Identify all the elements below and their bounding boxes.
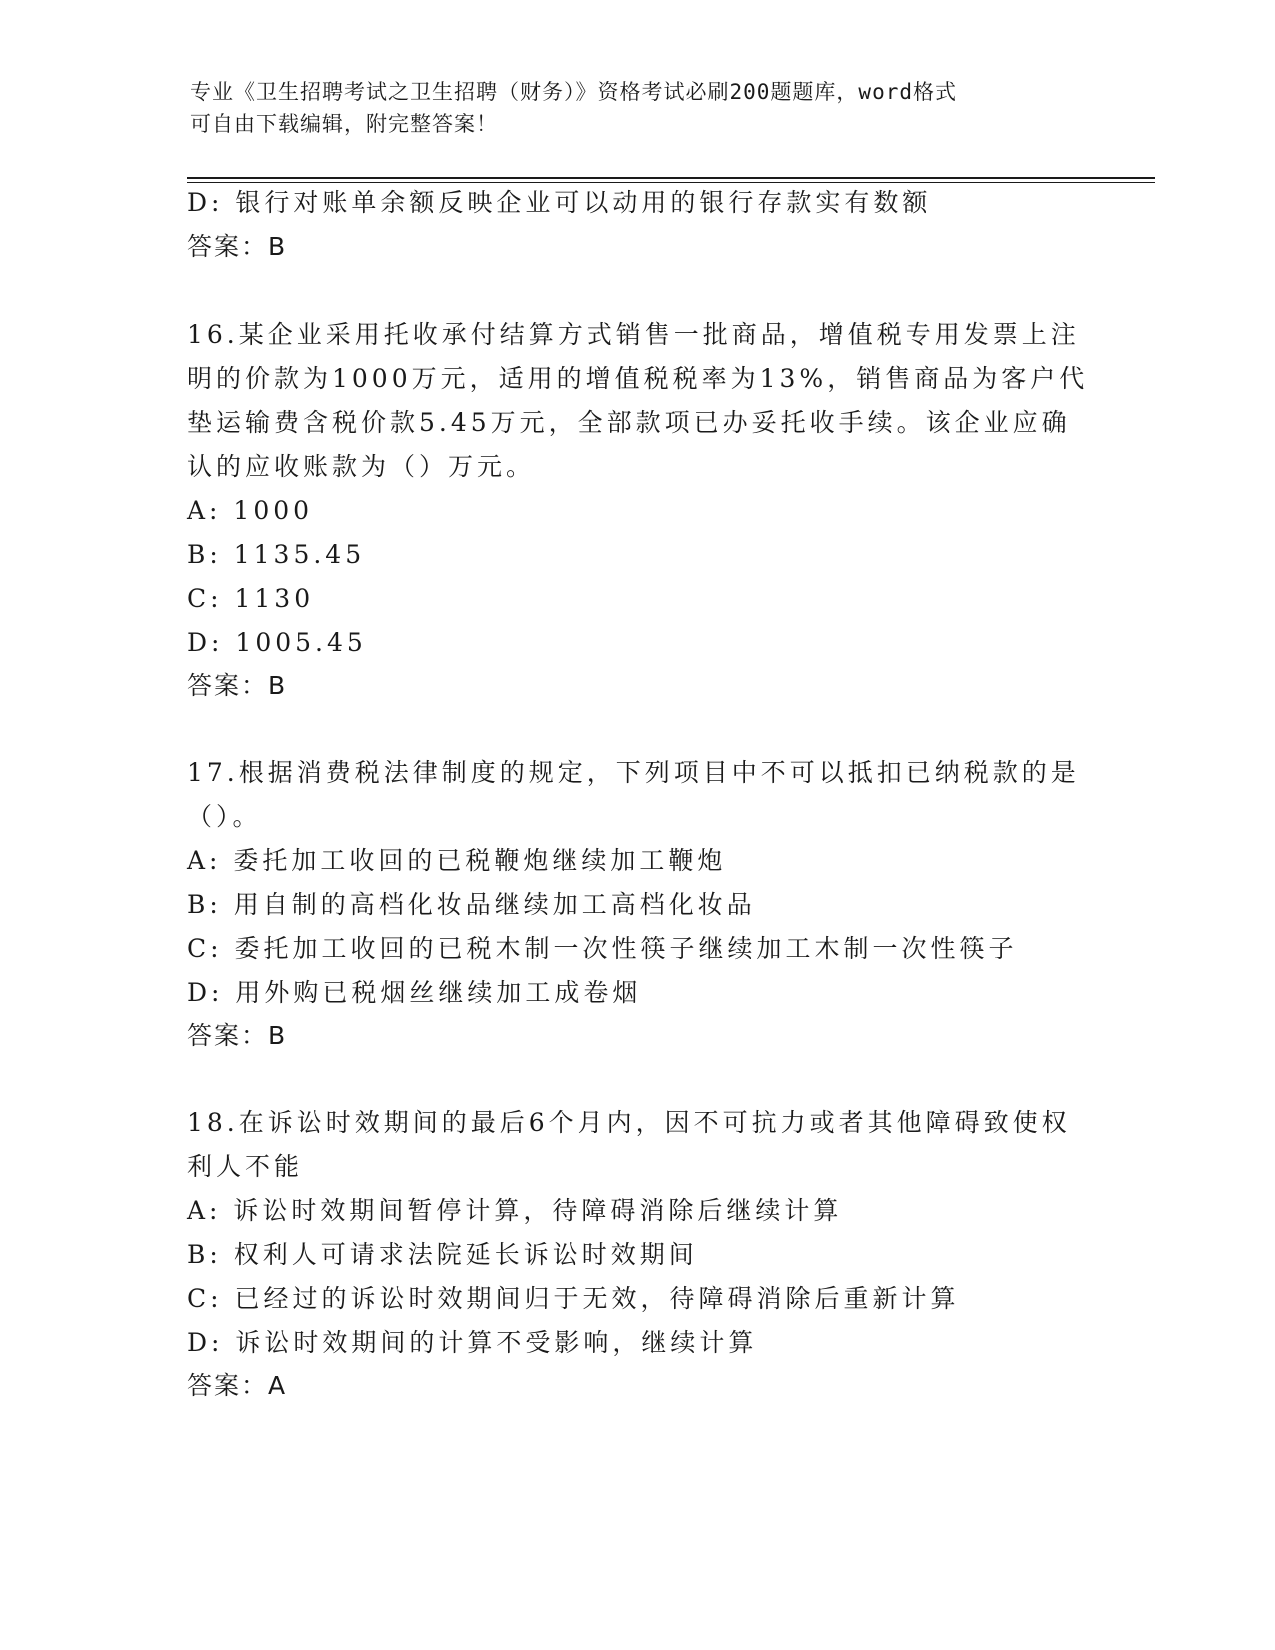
q16-option-c: C: 1130 (187, 584, 315, 613)
q17-answer: 答案：B (187, 1021, 288, 1050)
q17-stem-line-2: （）。 (187, 802, 262, 831)
q17-option-c: C: 委托加工收回的已税木制一次性筷子继续加工木制一次性筷子 (187, 934, 1018, 963)
q16-option-a: A: 1000 (187, 496, 314, 525)
q18-option-b: B: 权利人可请求法院延长诉讼时效期间 (187, 1240, 698, 1269)
q18-option-a: A: 诉讼时效期间暂停计算，待障碍消除后继续计算 (187, 1196, 843, 1225)
q18-option-d: D: 诉讼时效期间的计算不受影响，继续计算 (187, 1328, 758, 1357)
q16-option-d: D: 1005.45 (187, 628, 367, 657)
q18-stem-line-1: 18.在诉讼时效期间的最后6个月内，因不可抗力或者其他障碍致使权 (187, 1108, 1071, 1137)
q16-stem-line-4: 认的应收账款为（）万元。 (187, 452, 536, 481)
q16-option-b: B: 1135.45 (187, 540, 366, 569)
q16-answer: 答案：B (187, 671, 288, 700)
q17-option-d: D: 用外购已税烟丝继续加工成卷烟 (187, 978, 642, 1007)
header-line-1: 专业《卫生招聘考试之卫生招聘（财务）》资格考试必刷200题题库，word格式 (190, 80, 957, 104)
q18-option-c: C: 已经过的诉讼时效期间归于无效，待障碍消除后重新计算 (187, 1284, 960, 1313)
header-divider-thick (187, 177, 1155, 179)
q17-stem-line-1: 17.根据消费税法律制度的规定，下列项目中不可以抵扣已纳税款的是 (187, 758, 1080, 787)
q17-option-a: A: 委托加工收回的已税鞭炮继续加工鞭炮 (187, 846, 727, 875)
document-header (190, 76, 1070, 140)
q18-stem-line-2: 利人不能 (187, 1152, 304, 1181)
q17-option-b: B: 用自制的高档化妆品继续加工高档化妆品 (187, 890, 756, 919)
q15-option-d: D: 银行对账单余额反映企业可以动用的银行存款实有数额 (187, 188, 932, 217)
q16-stem-line-3: 垫运输费含税价款5.45万元，全部款项已办妥托收手续。该企业应确 (187, 408, 1071, 437)
header-divider-thin (187, 182, 1155, 183)
header-line-2: 可自由下载编辑，附完整答案！ (190, 112, 498, 136)
q18-answer: 答案：A (187, 1371, 288, 1400)
q16-stem-line-2: 明的价款为1000万元，适用的增值税税率为13%，销售商品为客户代 (187, 364, 1089, 393)
q15-answer: 答案：B (187, 232, 288, 261)
q16-stem-line-1: 16.某企业采用托收承付结算方式销售一批商品，增值税专用发票上注 (187, 320, 1080, 349)
